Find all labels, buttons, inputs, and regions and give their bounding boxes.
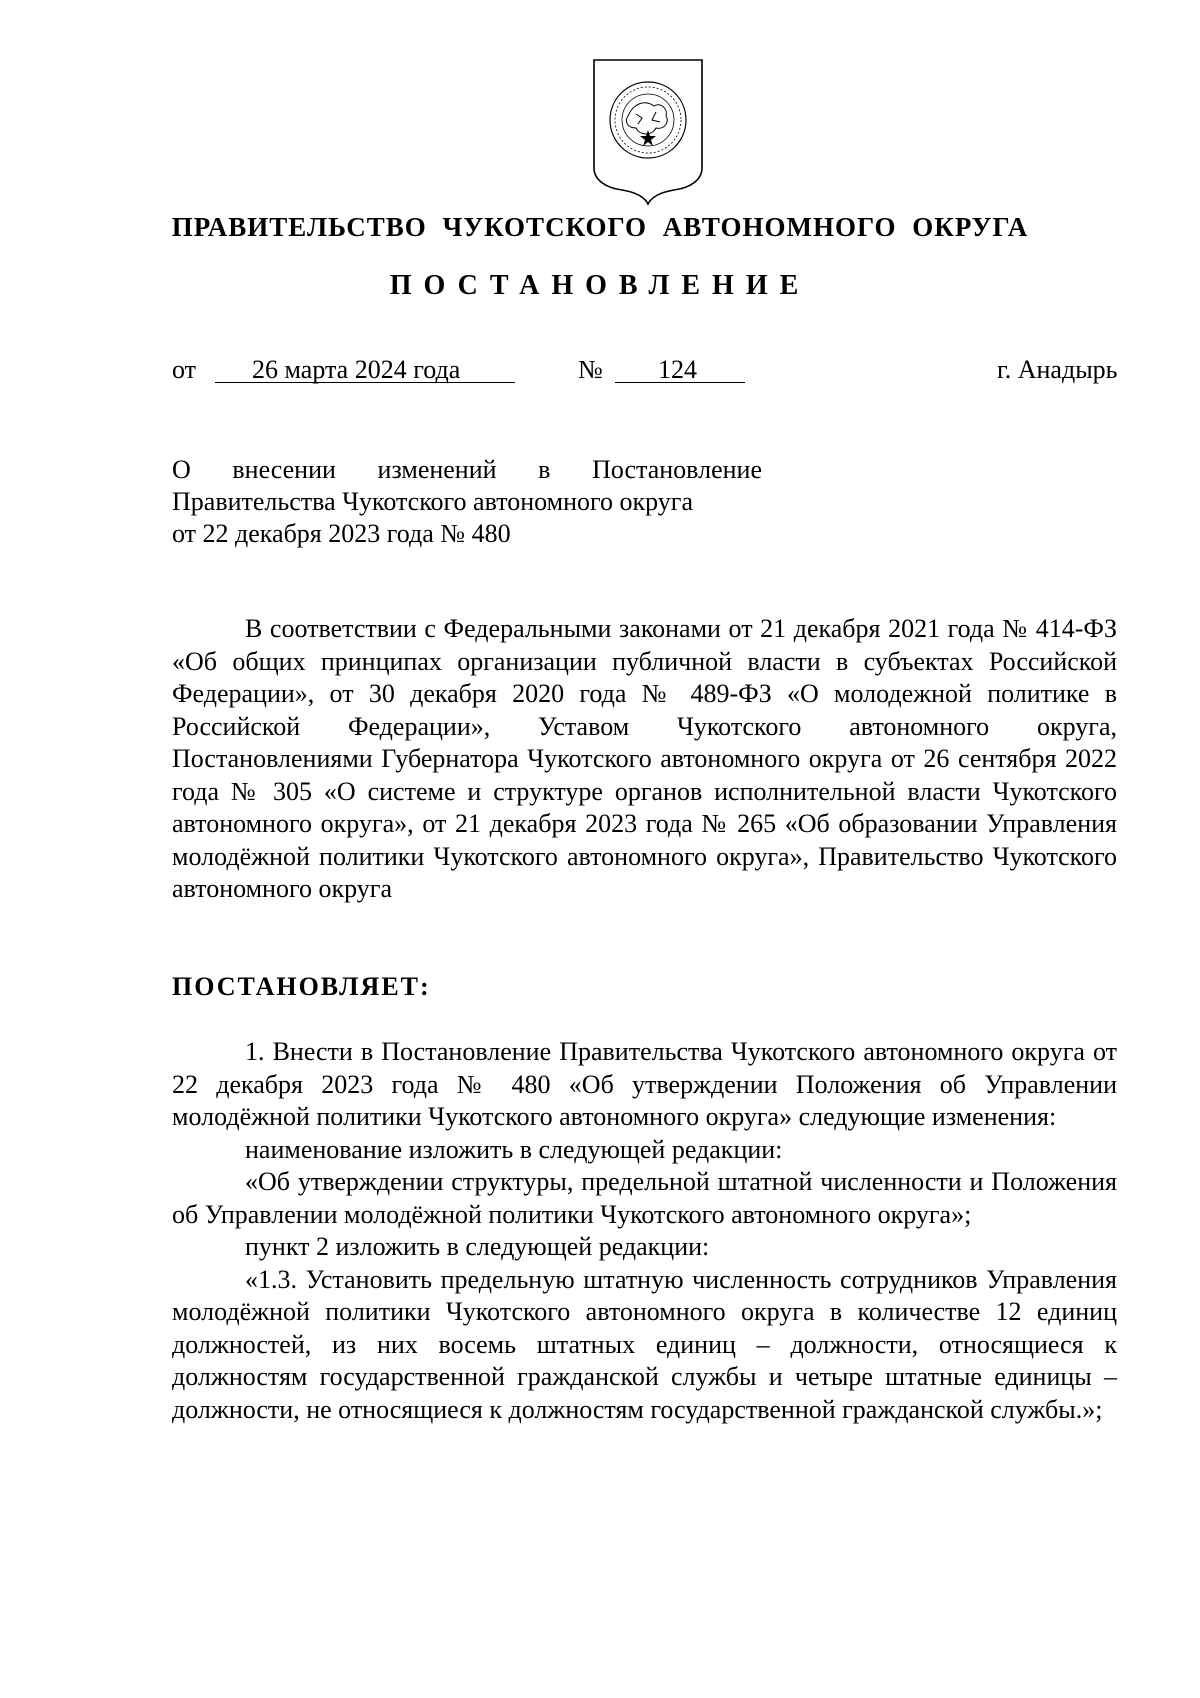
date-underline: [215, 382, 515, 383]
city: г. Анадырь: [997, 355, 1118, 384]
from-label: от: [172, 355, 197, 384]
item-paragraph-1: 1. Внести в Постановление Правительства Чукотского автономного округа от 22 декабря 2023 года № 480 «Об утверждении Положения об Управлении молодёжной политики Чукотского автономного округа» следующие изменения:: [172, 1037, 1117, 1131]
subject-line-3: от 22 декабря 2023 года № 480: [172, 519, 511, 548]
item-paragraph-5: «1.3. Установить предельную штатную численность сотрудников Управления молодёжной политики Чукотского автономного округа в количестве 12 единиц должностей, из них восемь штатных единиц – должности, относящиеся к должностям государственной гражданской службы и четыре штатные единицы – должности, не относящиеся к должностям государственной гражданской службы.»;: [172, 1264, 1117, 1424]
items-block: [172, 1036, 1117, 1426]
item-paragraph-4: пункт 2 изложить в следующей редакции:: [245, 1232, 710, 1261]
document-number: 124: [658, 355, 697, 384]
document-subject: [172, 454, 762, 550]
item-paragraph-3: «Об утверждении структуры, предельной штатной численности и Положения об Управлении молодёжной политики Чукотского автономного округа»;: [172, 1167, 1117, 1229]
item-paragraph-2: наименование изложить в следующей редакции:: [245, 1134, 783, 1164]
number-label: №: [578, 355, 603, 384]
subject-line-2: Правительства Чукотского автономного округа: [172, 487, 694, 516]
preamble-block: [172, 613, 1117, 906]
subject-line-1: О внесении изменений в Постановление: [172, 455, 762, 484]
number-underline: [615, 382, 745, 383]
document-date: 26 марта 2024 года: [252, 355, 461, 384]
resolves-heading: ПОСТАНОВЛЯЕТ:: [172, 972, 431, 1001]
document-type-title: ПОСТАНОВЛЕНИЕ: [389, 270, 811, 301]
preamble-paragraph: В соответствии с Федеральными законами от 21 декабря 2021 года № 414-ФЗ «Об общих принципах организации публичной власти в субъектах Российской Федерации», от 30 декабря 2020 года № 489-ФЗ «О молодежной политике в Российской Федерации», Уставом Чукотского автономного округа, Постановлениями Губернатора Чукотского автономного округа от 26 сентября 2022 года № 305 «О системе и структуре органов исполнительной власти Чукотского автономного округа», от 21 декабря 2023 года № 265 «Об образовании Управления молодёжной политики Чукотского автономного округа», Правительство Чукотского автономного округа: [172, 614, 1117, 903]
organization-name: ПРАВИТЕЛЬСТВО ЧУКОТСКОГО АВТОНОМНОГО ОКРУГА: [171, 212, 1029, 242]
coat-of-arms-icon: [590, 56, 706, 206]
